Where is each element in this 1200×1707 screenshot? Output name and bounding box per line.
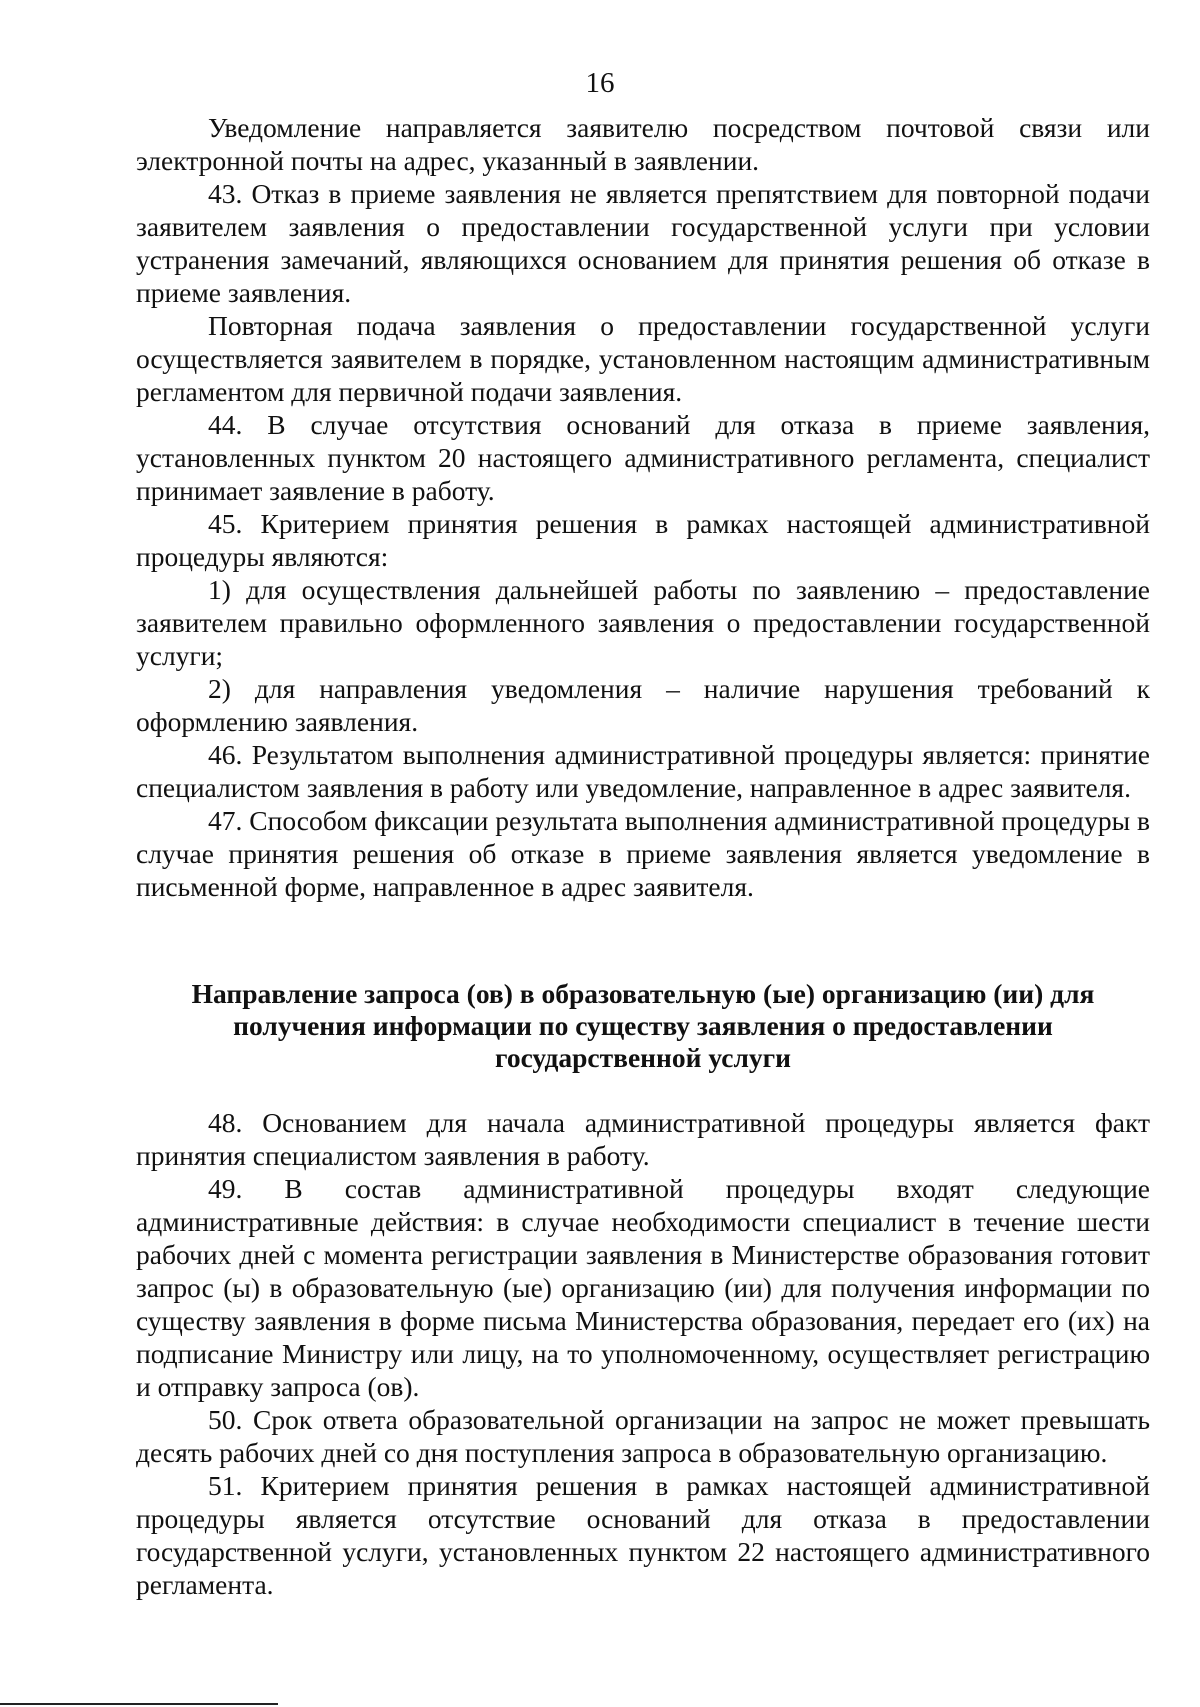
paragraph-47: 47. Способом фиксации результата выполнения административной процедуры в случае принятия решения об отказе в приеме заявления является уведомление в письменной форме, направленное в адрес заявителя. <box>136 805 1150 902</box>
footer-divider <box>0 1703 278 1705</box>
paragraph-46: 46. Результатом выполнения административной процедуры является: принятие специалистом заявления в работу или уведомление, направленное в адрес заявителя. <box>136 739 1150 803</box>
section-heading: Направление запроса (ов) в образовательную (ые) организацию (ии) для получения информации по существу заявления о предоставлении государственной услуги <box>191 978 1095 1073</box>
paragraph-49: 49. В состав административной процедуры входят следующие административные действия: в случае необходимости специалист в течение шести рабочих дней с момента регистрации заявления в Министерстве образования готовит запрос (ы) в образовательную (ые) организацию (ии) для получения информации по существу заявления в форме письма Министерства образования, передает его (их) на подписание Министру или лицу, на то уполномоченному, осуществляет регистрацию и отправку запроса (ов). <box>136 1173 1150 1402</box>
paragraph-45-item-2: 2) для направления уведомления – наличие нарушения требований к оформлению заявления. <box>136 673 1150 737</box>
paragraph-48: 48. Основанием для начала административной процедуры является факт принятия специалистом заявления в работу. <box>136 1107 1150 1171</box>
text-block-bottom <box>136 1106 1150 1601</box>
paragraph-43: 43. Отказ в приеме заявления не является препятствием для повторной подачи заявителем заявления о предоставлении государственной услуги при условии устранения замечаний, являющихся основанием для принятия решения об отказе в приеме заявления. <box>136 178 1150 308</box>
paragraph-45: 45. Критерием принятия решения в рамках настоящей административной процедуры являются: <box>136 508 1150 572</box>
paragraph-50: 50. Срок ответа образовательной организации на запрос не может превышать десять рабочих дней со дня поступления запроса в образовательную организацию. <box>136 1404 1150 1468</box>
paragraph-notification: Уведомление направляется заявителю посредством почтовой связи или электронной почты на адрес, указанный в заявлении. <box>136 112 1150 176</box>
paragraph-51: 51. Критерием принятия решения в рамках настоящей административной процедуры является отсутствие оснований для отказа в предоставлении государственной услуги, установленных пунктом 22 настоящего административного регламента. <box>136 1470 1150 1600</box>
page-number: 16 <box>585 67 615 99</box>
paragraph-resubmission: Повторная подача заявления о предоставлении государственной услуги осуществляется заявителем в порядке, установленном настоящим административным регламентом для первичной подачи заявления. <box>136 310 1150 407</box>
text-block-top <box>136 111 1150 903</box>
paragraph-45-item-1: 1) для осуществления дальнейшей работы по заявлению – предоставление заявителем правильно оформленного заявления о предоставлении государственной услуги; <box>136 574 1150 671</box>
paragraph-44: 44. В случае отсутствия оснований для отказа в приеме заявления, установленных пунктом 20 настоящего административного регламента, специалист принимает заявление в работу. <box>136 409 1150 506</box>
